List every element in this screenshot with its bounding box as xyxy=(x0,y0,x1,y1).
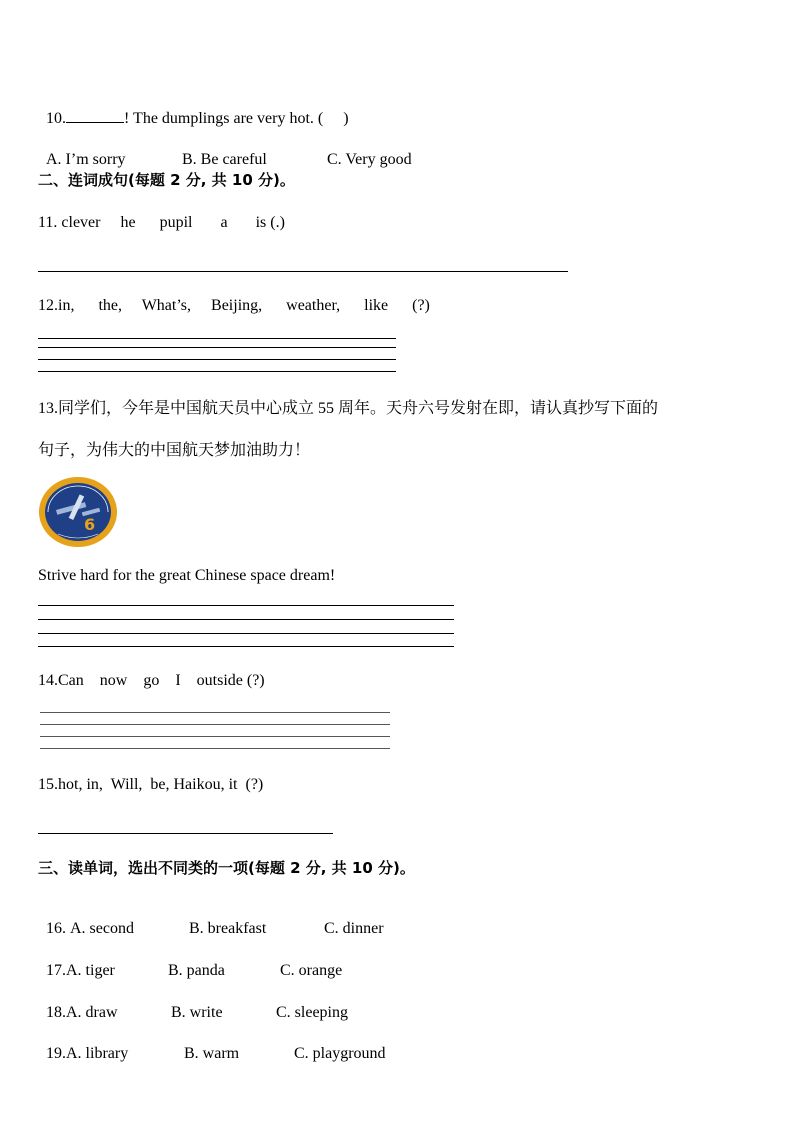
option-c[interactable]: C. sleeping xyxy=(276,1004,348,1021)
writing-line[interactable] xyxy=(38,359,396,360)
question-15: 15.hot, in, Will, be, Haikou, it (?) xyxy=(38,776,264,793)
answer-blank[interactable] xyxy=(66,108,124,123)
question-14: 14.Can now go I outside (?) xyxy=(38,672,265,689)
writing-line[interactable] xyxy=(40,736,390,737)
question-number: 18. xyxy=(46,1004,66,1021)
writing-line[interactable] xyxy=(38,633,454,634)
option-c[interactable]: C. orange xyxy=(280,962,343,979)
svg-text:6: 6 xyxy=(84,515,96,534)
answer-line[interactable] xyxy=(38,833,333,834)
question-number: 17. xyxy=(46,962,66,979)
option-c[interactable]: C. dinner xyxy=(324,920,384,937)
mission-badge-logo xyxy=(38,476,118,548)
question-10 xyxy=(38,88,349,129)
writing-line[interactable] xyxy=(38,605,454,606)
question-19 xyxy=(38,1024,386,1064)
question-18 xyxy=(38,983,348,1023)
question-16 xyxy=(38,899,384,939)
writing-line[interactable] xyxy=(40,724,390,725)
writing-line[interactable] xyxy=(40,748,390,749)
option-a[interactable]: A. I’m sorry xyxy=(46,151,126,168)
option-b[interactable]: B. write xyxy=(171,1004,223,1021)
question-number: 19. xyxy=(46,1045,66,1062)
question-12: 12.in, the, What’s, Beijing, weather, like (?) xyxy=(38,297,430,314)
option-c[interactable]: C. playground xyxy=(294,1045,386,1062)
option-a[interactable]: A. second xyxy=(70,920,134,937)
question-number: 10. xyxy=(46,110,66,127)
question-13-line-2: 句子，为伟大的中国航天梦加油助力！ xyxy=(38,442,311,459)
writing-line[interactable] xyxy=(40,712,390,713)
writing-line[interactable] xyxy=(38,619,454,620)
writing-line[interactable] xyxy=(38,347,396,348)
answer-line[interactable] xyxy=(38,271,568,272)
option-b[interactable]: B. Be careful xyxy=(182,151,267,168)
question-stem: ! The dumplings are very hot. ( ) xyxy=(124,110,349,127)
writing-line[interactable] xyxy=(38,338,396,339)
option-a[interactable]: A. draw xyxy=(66,1004,118,1021)
question-11: 11. clever he pupil a is (.) xyxy=(38,214,285,231)
option-b[interactable]: B. warm xyxy=(184,1045,240,1062)
option-b[interactable]: B. breakfast xyxy=(189,920,267,937)
option-b[interactable]: B. panda xyxy=(168,962,225,979)
option-c[interactable]: C. Very good xyxy=(327,151,412,168)
option-a[interactable]: A. library xyxy=(66,1045,129,1062)
section-heading: 三、读单词，选出不同类的一项(每题 2 分, 共 10 分)。 xyxy=(38,859,415,877)
question-10-options xyxy=(38,130,412,170)
copy-sentence: Strive hard for the great Chinese space dream! xyxy=(38,567,336,584)
section-heading: 二、连词成句(每题 2 分, 共 10 分)。 xyxy=(38,171,295,189)
writing-line[interactable] xyxy=(38,371,396,372)
question-number: 16. xyxy=(46,920,66,937)
writing-line[interactable] xyxy=(38,646,454,647)
option-a[interactable]: A. tiger xyxy=(66,962,115,979)
question-17 xyxy=(38,941,342,981)
question-13-line-1: 13.同学们，今年是中国航天员中心成立 55 周年。天舟六号发射在即，请认真抄写下面的 xyxy=(38,400,659,417)
